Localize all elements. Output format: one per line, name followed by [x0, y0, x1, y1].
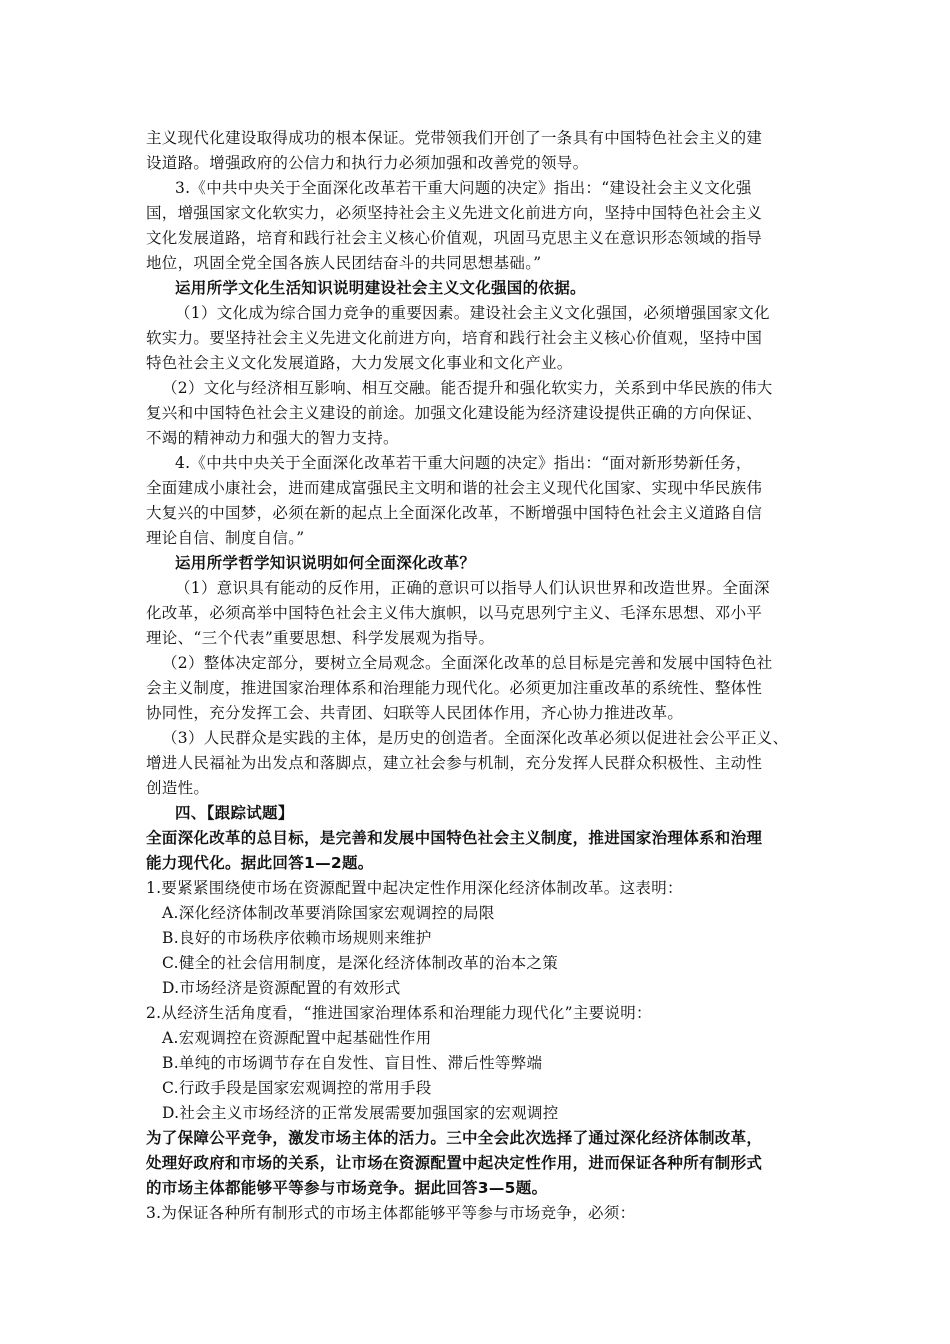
paragraph-line: 会主义制度，推进国家治理体系和治理能力现代化。必须更加注重改革的系统性、整体性: [146, 679, 763, 697]
question-3: 3.为保证各种所有制形式的市场主体都能够平等参与市场竞争，必须：: [146, 1204, 636, 1222]
answer-line: （1）文化成为综合国力竞争的重要因素。建设社会主义文化强国，必须增强国家文化: [175, 304, 770, 322]
paragraph-line: 化改革，必须高举中国特色社会主义伟大旗帜，以马克思列宁主义、毛泽东思想、邓小平: [146, 604, 763, 622]
paragraph-line: 理论自信、制度自信。”: [146, 529, 305, 547]
answer-line: （2）文化与经济相互影响、相互交融。能否提升和强化软实力，关系到中华民族的伟大: [162, 379, 773, 397]
answer-line: （3）人民群众是实践的主体，是历史的创造者。全面深化改革必须以促进社会公平正义、: [162, 729, 789, 747]
paragraph-line: 增进人民福祉为出发点和落脚点，建立社会参与机制，充分发挥人民群众积极性、主动性: [146, 754, 763, 772]
paragraph-line: 大复兴的中国梦，必须在新的起点上全面深化改革，不断增强中国特色社会主义道路自信: [146, 504, 763, 522]
paragraph-line: 地位，巩固全党全国各族人民团结奋斗的共同思想基础。”: [146, 254, 542, 272]
answer-line: （2）整体决定部分，要树立全局观念。全面深化改革的总目标是完善和发展中国特色社: [162, 654, 773, 672]
paragraph-line: 设道路。增强政府的公信力和执行力必须加强和改善党的领导。: [146, 154, 589, 172]
paragraph-line: 国，增强国家文化软实力，必须坚持社会主义先进文化前进方向，坚持中国特色社会主义: [146, 204, 763, 222]
stem-text: 能力现代化。据此回答1—2题。: [146, 854, 374, 872]
option-d: D.市场经济是资源配置的有效形式: [162, 979, 401, 997]
paragraph-line: 创造性。: [146, 779, 210, 797]
paragraph-line: 文化发展道路，培育和践行社会主义核心价值观，巩固马克思主义在意识形态领域的指导: [146, 229, 763, 247]
answer-line: （1）意识具有能动的反作用，正确的意识可以指导人们认识世界和改造世界。全面深: [175, 579, 770, 597]
paragraph-line: 复兴和中国特色社会主义建设的前途。加强文化建设能为经济建设提供正确的方向保证、: [146, 404, 763, 422]
paragraph-line: 全面建成小康社会，进而建成富强民主文明和谐的社会主义现代化国家、实现中华民族伟: [146, 479, 763, 497]
question-4-line: 4.《中共中央关于全面深化改革若干重大问题的决定》指出：“面对新形势新任务，: [175, 454, 752, 472]
option-d: D.社会主义市场经济的正常发展需要加强国家的宏观调控: [162, 1104, 559, 1122]
option-c: C.健全的社会信用制度，是深化经济体制改革的治本之策: [162, 954, 559, 972]
option-b: B.良好的市场秩序依赖市场规则来维护: [162, 929, 432, 947]
subheading: 运用所学哲学知识说明如何全面深化改革？: [175, 554, 476, 572]
question-2: 2.从经济生活角度看，“推进国家治理体系和治理能力现代化”主要说明：: [146, 1004, 652, 1022]
section-heading: 四、【跟踪试题】: [175, 804, 294, 822]
paragraph-line: 软实力。要坚持社会主义先进文化前进方向，培育和践行社会主义核心价值观，坚持中国: [146, 329, 763, 347]
option-a: A.深化经济体制改革要消除国家宏观调控的局限: [162, 904, 495, 922]
paragraph-line: 特色社会主义文化发展道路，大力发展文化事业和文化产业。: [146, 354, 573, 372]
paragraph-line: 理论、“三个代表”重要思想、科学发展观为指导。: [146, 629, 495, 647]
paragraph-line: 主义现代化建设取得成功的根本保证。党带领我们开创了一条具有中国特色社会主义的建: [146, 129, 763, 147]
paragraph-line: 协同性，充分发挥工会、共青团、妇联等人民团体作用，齐心协力推进改革。: [146, 704, 684, 722]
subheading: 运用所学文化生活知识说明建设社会主义文化强国的依据。: [175, 279, 586, 297]
question-1: 1.要紧紧围绕使市场在资源配置中起决定性作用深化经济体制改革。这表明：: [146, 879, 683, 897]
stem-text: 处理好政府和市场的关系，让市场在资源配置中起决定性作用，进而保证各种所有制形式: [146, 1154, 763, 1172]
question-3-line: 3.《中共中央关于全面深化改革若干重大问题的决定》指出：“建设社会主义文化强: [175, 179, 752, 197]
option-c: C.行政手段是国家宏观调控的常用手段: [162, 1079, 432, 1097]
stem-text: 全面深化改革的总目标，是完善和发展中国特色社会主义制度，推进国家治理体系和治理: [146, 829, 763, 847]
paragraph-line: 不竭的精神动力和强大的智力支持。: [146, 429, 399, 447]
stem-text: 为了保障公平竞争，激发市场主体的活力。三中全会此次选择了通过深化经济体制改革，: [146, 1129, 763, 1147]
stem-text: 的市场主体都能够平等参与市场竞争。据此回答3—5题。: [146, 1179, 548, 1197]
option-a: A.宏观调控在资源配置中起基础性作用: [162, 1029, 432, 1047]
option-b: B.单纯的市场调节存在自发性、盲目性、滞后性等弊端: [162, 1054, 543, 1072]
